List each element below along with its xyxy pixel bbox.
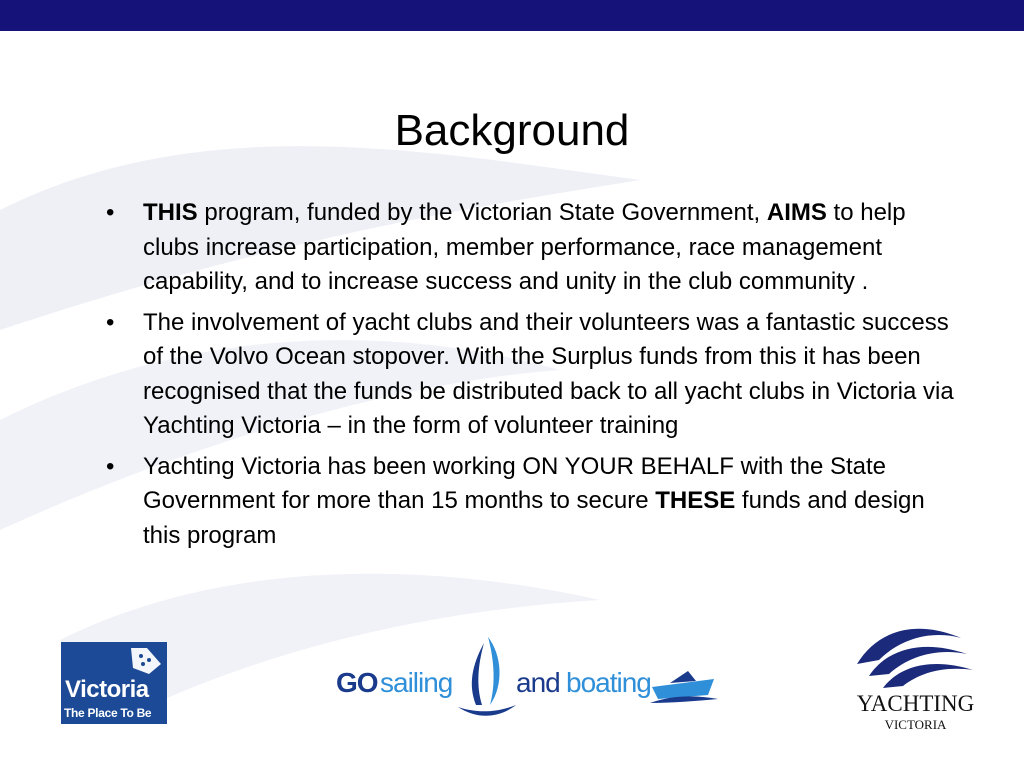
bullet-text: to help clubs increase participation, member performance, race management capability, and to increase success and unity in the club community . [143, 199, 906, 295]
victoria-logo [61, 642, 167, 724]
bullet-item [106, 306, 962, 444]
bullet-text-bold: THESE [655, 487, 736, 514]
go-sailing-logo [330, 635, 730, 720]
bullet-list [106, 196, 962, 559]
bullet-text: funds and design this program [143, 487, 925, 549]
bullet-marker: • [106, 452, 115, 480]
yachting-victoria-logo [843, 618, 988, 736]
go-sailing-logo-go: GO [336, 667, 378, 698]
bullet-text: program, funded by the Victorian State Government, [197, 199, 767, 226]
victoria-map-icon [129, 646, 163, 676]
go-sailing-logo-boating: boating [566, 667, 651, 698]
go-sailing-logo-sailing: sailing [380, 667, 453, 698]
victoria-logo-tagline: The Place To Be [64, 706, 152, 720]
go-sailing-logo-and: and [516, 667, 560, 698]
bullet-item [106, 450, 962, 554]
bullet-marker: • [106, 308, 115, 336]
yachting-logo-sub: VICTORIA [884, 717, 947, 732]
yachting-wave-icon [849, 618, 979, 690]
bullet-text: Yachting Victoria has been working ON YOUR BEHALF with the State Government for more than 15 months to secure [143, 452, 887, 514]
bullet-item [106, 196, 962, 300]
sail-icon [450, 635, 520, 720]
boat-icon [648, 665, 720, 709]
bullet-marker: • [106, 199, 115, 226]
yachting-logo-name: YACHTING [856, 691, 975, 716]
bullet-text: The involvement of yacht clubs and their volunteers was a fantastic success of the Volvo Ocean stopover. With the Surplus funds from this it has been recognised that the funds be distributed back to all yacht clubs in Victoria via Yachting Victoria – in the form of volunteer training [143, 308, 954, 439]
top-bar [0, 0, 1024, 31]
bullet-text-bold: THIS [143, 199, 198, 226]
bullet-text-bold: AIMS [766, 199, 827, 226]
victoria-logo-name: Victoria [65, 676, 149, 703]
slide-title: Background [394, 106, 630, 155]
